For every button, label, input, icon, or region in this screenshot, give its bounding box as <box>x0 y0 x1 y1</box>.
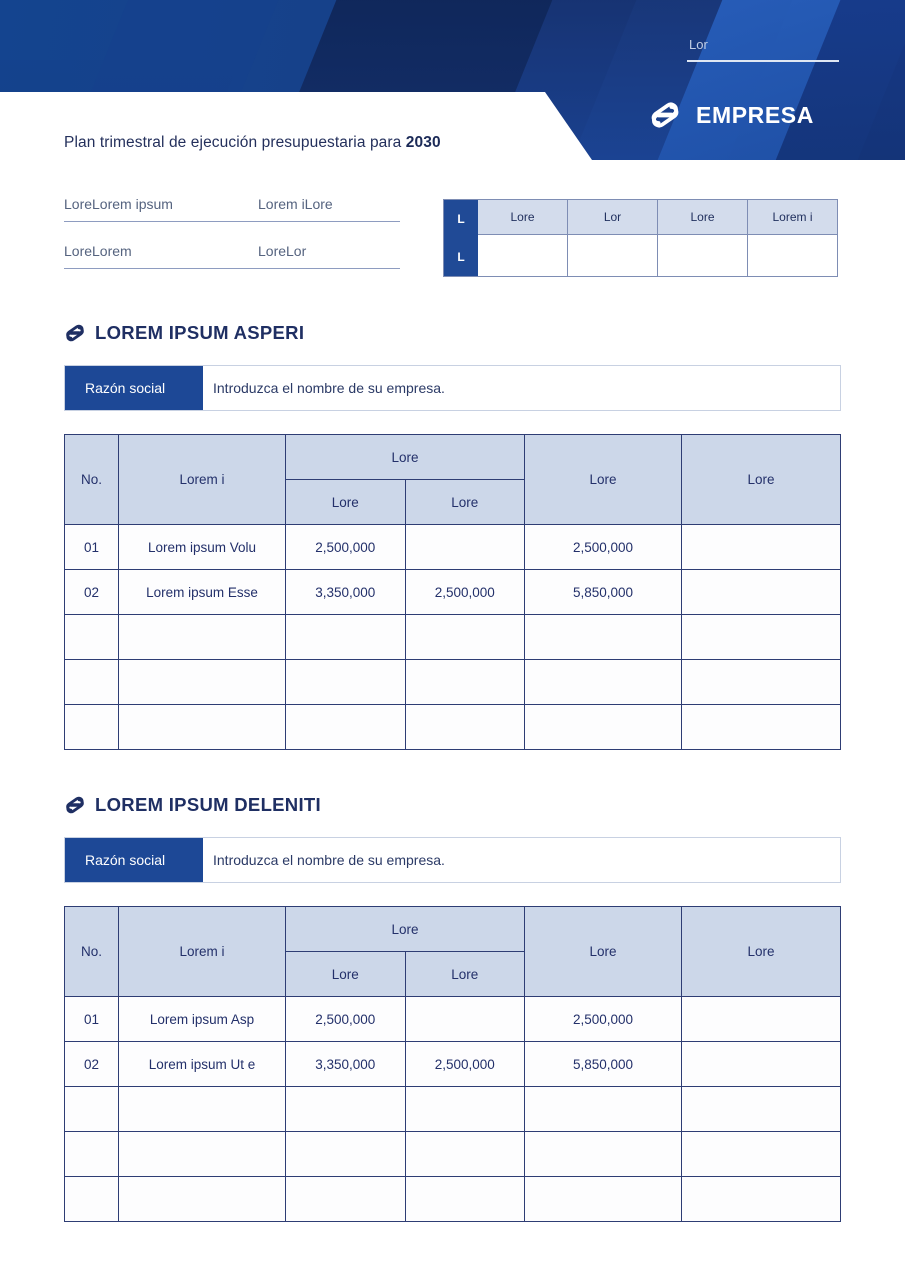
mini-table-body <box>478 200 837 276</box>
cell-item[interactable]: Lorem ipsum Volu <box>119 525 286 570</box>
cell-d[interactable] <box>682 660 841 705</box>
mini-table-cell[interactable] <box>747 235 837 276</box>
mini-table-cell[interactable] <box>478 235 567 276</box>
meta-form-row[interactable] <box>64 243 400 269</box>
th-group: Lore <box>286 907 525 952</box>
mini-table-header-row <box>478 200 837 234</box>
cell-c[interactable] <box>525 705 682 750</box>
cell-b[interactable] <box>405 705 525 750</box>
cell-item[interactable] <box>119 705 286 750</box>
cell-c[interactable]: 2,500,000 <box>525 525 682 570</box>
section-heading <box>64 794 841 816</box>
cell-item[interactable] <box>119 1177 286 1222</box>
cell-no[interactable]: 02 <box>65 570 119 615</box>
cell-item[interactable]: Lorem ipsum Asp <box>119 997 286 1042</box>
table-row[interactable] <box>65 525 841 570</box>
th-group-sub-a: Lore <box>286 480 406 525</box>
th-item: Lorem i <box>119 435 286 525</box>
table-row[interactable] <box>65 705 841 750</box>
cell-c[interactable] <box>525 660 682 705</box>
meta-form-row[interactable] <box>64 196 400 222</box>
cell-no[interactable] <box>65 1177 119 1222</box>
mini-table-row[interactable] <box>478 234 837 276</box>
table-row[interactable] <box>65 1042 841 1087</box>
table-body <box>65 997 841 1222</box>
cell-a[interactable] <box>286 660 406 705</box>
company-name-label: Razón social <box>65 366 203 410</box>
table-row[interactable] <box>65 570 841 615</box>
section-title: LOREM IPSUM DELENITI <box>95 794 321 815</box>
mini-table-side-column <box>444 200 478 276</box>
cell-d[interactable] <box>682 705 841 750</box>
table-row[interactable] <box>65 660 841 705</box>
cell-d[interactable] <box>682 525 841 570</box>
th-group-sub-b: Lore <box>405 952 525 997</box>
cell-item[interactable] <box>119 1087 286 1132</box>
cell-no[interactable]: 01 <box>65 997 119 1042</box>
meta-field-value[interactable]: LoreLor <box>258 243 307 259</box>
cell-a[interactable] <box>286 1177 406 1222</box>
cell-c[interactable] <box>525 1177 682 1222</box>
company-name-input[interactable]: Introduzca el nombre de su empresa. <box>203 366 840 410</box>
cell-b[interactable]: 2,500,000 <box>405 570 525 615</box>
th-col5: Lore <box>682 435 841 525</box>
cell-item[interactable]: Lorem ipsum Ut e <box>119 1042 286 1087</box>
cell-a[interactable] <box>286 1132 406 1177</box>
budget-table-deleniti <box>64 906 841 1222</box>
cell-b[interactable] <box>405 525 525 570</box>
header-field-underline <box>687 60 839 62</box>
cell-no[interactable] <box>65 615 119 660</box>
cell-no[interactable] <box>65 1087 119 1132</box>
empresa-loop-logo-icon <box>648 98 682 132</box>
section-title: LOREM IPSUM ASPERI <box>95 322 305 343</box>
table-header-row <box>65 435 841 480</box>
cell-no[interactable] <box>65 660 119 705</box>
brand-logo-text: EMPRESA <box>696 101 814 128</box>
section-deleniti <box>64 794 841 1222</box>
table-header-row <box>65 907 841 952</box>
cell-b[interactable] <box>405 1132 525 1177</box>
cell-d[interactable] <box>682 1132 841 1177</box>
table-body <box>65 525 841 750</box>
cell-c[interactable]: 5,850,000 <box>525 570 682 615</box>
mini-table-header-cell: Lor <box>567 200 657 234</box>
company-name-input[interactable]: Introduzca el nombre de su empresa. <box>203 838 840 882</box>
mini-table-side-cell: L <box>457 212 465 226</box>
meta-field-label: LoreLorem ipsum <box>64 196 173 212</box>
cell-d[interactable] <box>682 1042 841 1087</box>
cell-d[interactable] <box>682 570 841 615</box>
cell-b[interactable] <box>405 997 525 1042</box>
mini-table-header-cell: Lore <box>657 200 747 234</box>
company-name-label: Razón social <box>65 838 203 882</box>
cell-a[interactable] <box>286 615 406 660</box>
cell-c[interactable]: 5,850,000 <box>525 1042 682 1087</box>
cell-a[interactable]: 3,350,000 <box>286 1042 406 1087</box>
cell-item[interactable] <box>119 615 286 660</box>
cell-b[interactable] <box>405 660 525 705</box>
mini-table-header-cell: Lorem i <box>747 200 837 234</box>
th-item: Lorem i <box>119 907 286 997</box>
cell-c[interactable]: 2,500,000 <box>525 997 682 1042</box>
cell-a[interactable]: 2,500,000 <box>286 997 406 1042</box>
cell-item[interactable]: Lorem ipsum Esse <box>119 570 286 615</box>
table-row[interactable] <box>65 1132 841 1177</box>
summary-mini-table <box>443 199 838 277</box>
cell-c[interactable] <box>525 1132 682 1177</box>
th-no: No. <box>65 907 119 997</box>
mini-table-cell[interactable] <box>657 235 747 276</box>
cell-d[interactable] <box>682 615 841 660</box>
mini-table-header-cell: Lore <box>510 210 535 224</box>
meta-field-value[interactable]: Lorem iLore <box>258 196 333 212</box>
cell-b[interactable] <box>405 1177 525 1222</box>
cell-item[interactable] <box>119 1132 286 1177</box>
company-name-field[interactable] <box>64 365 841 411</box>
table-row[interactable] <box>65 997 841 1042</box>
empresa-loop-logo-icon <box>64 322 86 344</box>
meta-field-label: LoreLorem <box>64 243 132 259</box>
section-asperi <box>64 322 841 750</box>
cell-d[interactable] <box>682 1087 841 1132</box>
section-heading <box>64 322 841 344</box>
cell-no[interactable]: 01 <box>65 525 119 570</box>
th-group-sub-a: Lore <box>286 952 406 997</box>
cell-b[interactable] <box>405 1087 525 1132</box>
cell-a[interactable] <box>286 705 406 750</box>
cell-no[interactable] <box>65 705 119 750</box>
empresa-loop-logo-icon <box>64 794 86 816</box>
th-group: Lore <box>286 435 525 480</box>
header-field-value[interactable]: Lor <box>689 37 708 52</box>
cell-item[interactable] <box>119 660 286 705</box>
meta-form <box>64 196 400 269</box>
table-head <box>65 907 841 997</box>
brand-logo <box>648 98 814 132</box>
header-field[interactable] <box>687 36 839 62</box>
cell-b[interactable] <box>405 615 525 660</box>
cell-no[interactable] <box>65 1132 119 1177</box>
table-row[interactable] <box>65 1177 841 1222</box>
mini-table-side-cell: L <box>457 250 465 264</box>
page-title-prefix: Plan trimestral de ejecución presupuestaria para <box>64 134 406 151</box>
cell-d[interactable] <box>682 997 841 1042</box>
cell-c[interactable] <box>525 615 682 660</box>
table-row[interactable] <box>65 615 841 660</box>
th-col4: Lore <box>525 435 682 525</box>
cell-b[interactable]: 2,500,000 <box>405 1042 525 1087</box>
table-head <box>65 435 841 525</box>
cell-a[interactable] <box>286 1087 406 1132</box>
th-col4: Lore <box>525 907 682 997</box>
budget-table-asperi <box>64 434 841 750</box>
company-name-field[interactable] <box>64 837 841 883</box>
cell-c[interactable] <box>525 1087 682 1132</box>
cell-d[interactable] <box>682 1177 841 1222</box>
mini-table-cell[interactable] <box>567 235 657 276</box>
th-group-sub-b: Lore <box>405 480 525 525</box>
cell-no[interactable]: 02 <box>65 1042 119 1087</box>
th-no: No. <box>65 435 119 525</box>
cell-a[interactable]: 2,500,000 <box>286 525 406 570</box>
page-title <box>64 134 441 152</box>
table-row[interactable] <box>65 1087 841 1132</box>
cell-a[interactable]: 3,350,000 <box>286 570 406 615</box>
page-title-year: 2030 <box>405 134 441 151</box>
th-col5: Lore <box>682 907 841 997</box>
